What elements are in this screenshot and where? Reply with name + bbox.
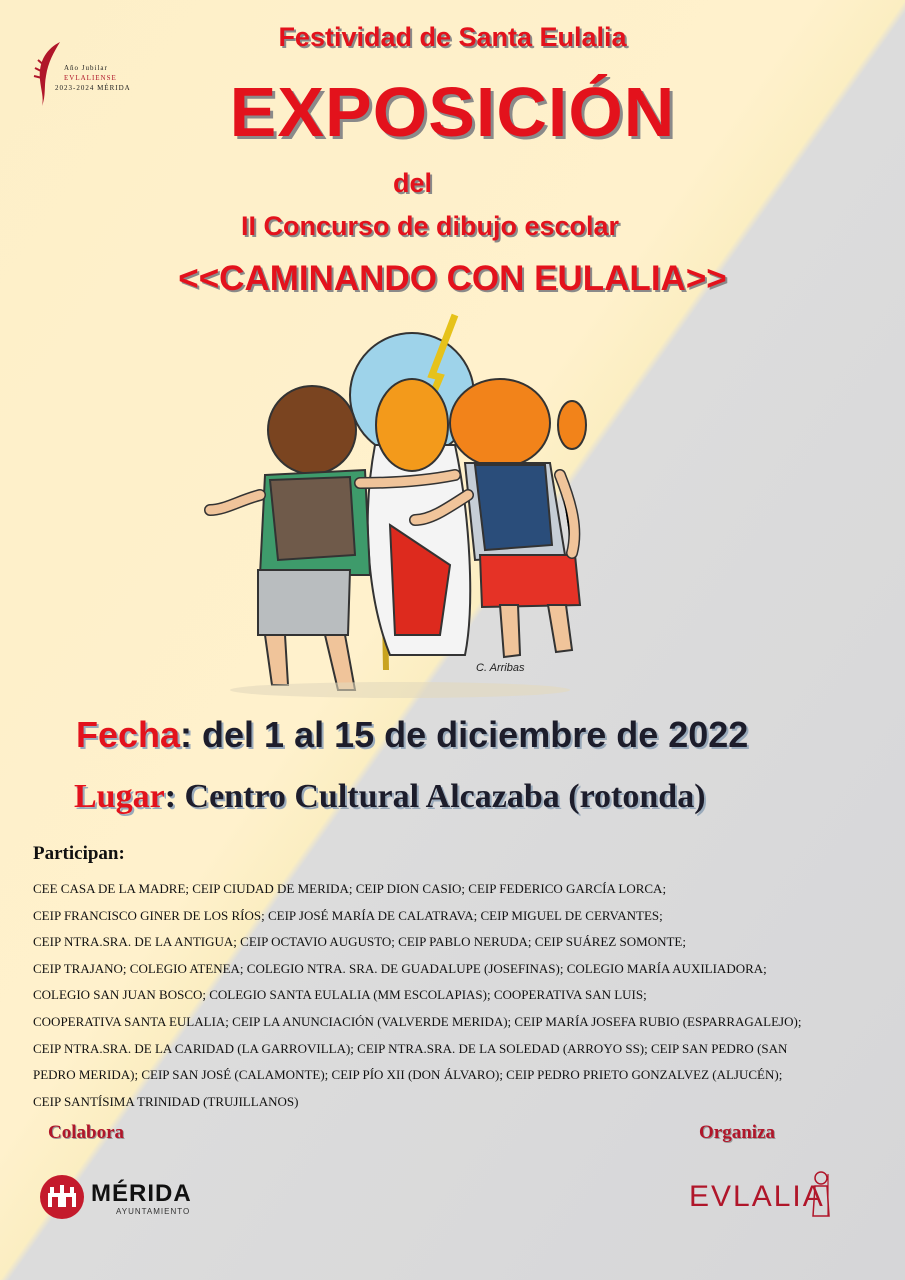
fecha-value: : del 1 al 15 de diciembre de 2022 bbox=[180, 714, 749, 755]
lugar-value: : Centro Cultural Alcazaba (rotonda) bbox=[164, 778, 706, 815]
saint-figure-icon bbox=[810, 1170, 832, 1218]
participants-line: CEIP TRAJANO; COLEGIO ATENEA; COLEGIO NTRA. SRA. DE GUADALUPE (JOSEFINAS); COLEGIO MARÍA AUXILIADORA; bbox=[33, 960, 767, 976]
participants-line: CEIP SANTÍSIMA TRINIDAD (TRUJILLANOS) bbox=[33, 1093, 299, 1109]
festividad-heading: Festividad de Santa Eulalia bbox=[278, 22, 627, 52]
illustration-signature: C. Arribas bbox=[476, 662, 525, 674]
children-illustration bbox=[200, 305, 620, 705]
jubileo-line3: 2023-2024 MÉRIDA bbox=[55, 84, 131, 92]
organiza-label: Organiza bbox=[699, 1122, 775, 1143]
jubileo-line2: EVLALIENSE bbox=[64, 74, 117, 82]
merida-logo-text: MÉRIDA bbox=[91, 1180, 192, 1207]
participants-line: COLEGIO SAN JUAN BOSCO; COLEGIO SANTA EULALIA (MM ESCOLAPIAS); COOPERATIVA SAN LUIS; bbox=[33, 987, 647, 1003]
lugar-line bbox=[74, 778, 706, 816]
participants-line: CEE CASA DE LA MADRE; CEIP CIUDAD DE MERIDA; CEIP DION CASIO; CEIP FEDERICO GARCÍA LORCA; bbox=[33, 881, 667, 896]
merida-logo-sub: AYUNTAMIENTO bbox=[116, 1207, 191, 1216]
exposicion-title: EXPOSICIÓN bbox=[229, 73, 676, 151]
merida-emblem-icon bbox=[38, 1173, 86, 1221]
colabora-label: Colabora bbox=[48, 1122, 124, 1143]
participants-line: CEIP FRANCISCO GINER DE LOS RÍOS; CEIP JOSÉ MARÍA DE CALATRAVA; CEIP MIGUEL DE CERVANTES; bbox=[33, 907, 663, 923]
participants-line: CEIP NTRA.SRA. DE LA CARIDAD (LA GARROVILLA); CEIP NTRA.SRA. DE LA SOLEDAD (ARROYO SS); CEIP SAN PEDRO (SAN bbox=[33, 1040, 788, 1056]
fecha-line bbox=[76, 714, 748, 756]
fecha-label: Fecha bbox=[76, 714, 181, 755]
del-text: del bbox=[392, 168, 432, 198]
jubileo-line1: Año Jubilar bbox=[64, 64, 108, 72]
lugar-label: Lugar bbox=[74, 778, 165, 815]
participants-line: COOPERATIVA SANTA EULALIA; CEIP LA ANUNCIACIÓN (VALVERDE MERIDA); CEIP MARÍA JOSEFA RUBIO (ESPARRAGALEJO); bbox=[33, 1013, 802, 1029]
eulalia-logo-text: EVLALIA bbox=[689, 1180, 825, 1213]
participants-line: CEIP NTRA.SRA. DE LA ANTIGUA; CEIP OCTAVIO AUGUSTO; CEIP PABLO NERUDA; CEIP SUÁREZ SOMONTE; bbox=[33, 934, 686, 950]
participants-list bbox=[33, 876, 883, 1115]
participants-line: PEDRO MERIDA); CEIP SAN JOSÉ (CALAMONTE); CEIP PÍO XII (DON ÁLVARO); CEIP PEDRO PRIETO GONZALVEZ (ALJUCÉN); bbox=[33, 1067, 783, 1083]
lema-heading: <<CAMINANDO CON EULALIA>> bbox=[178, 259, 727, 298]
participants-title: Participan: bbox=[33, 843, 125, 864]
concurso-heading: II Concurso de dibujo escolar bbox=[240, 211, 620, 241]
participants-title-text: Participan bbox=[33, 843, 119, 864]
